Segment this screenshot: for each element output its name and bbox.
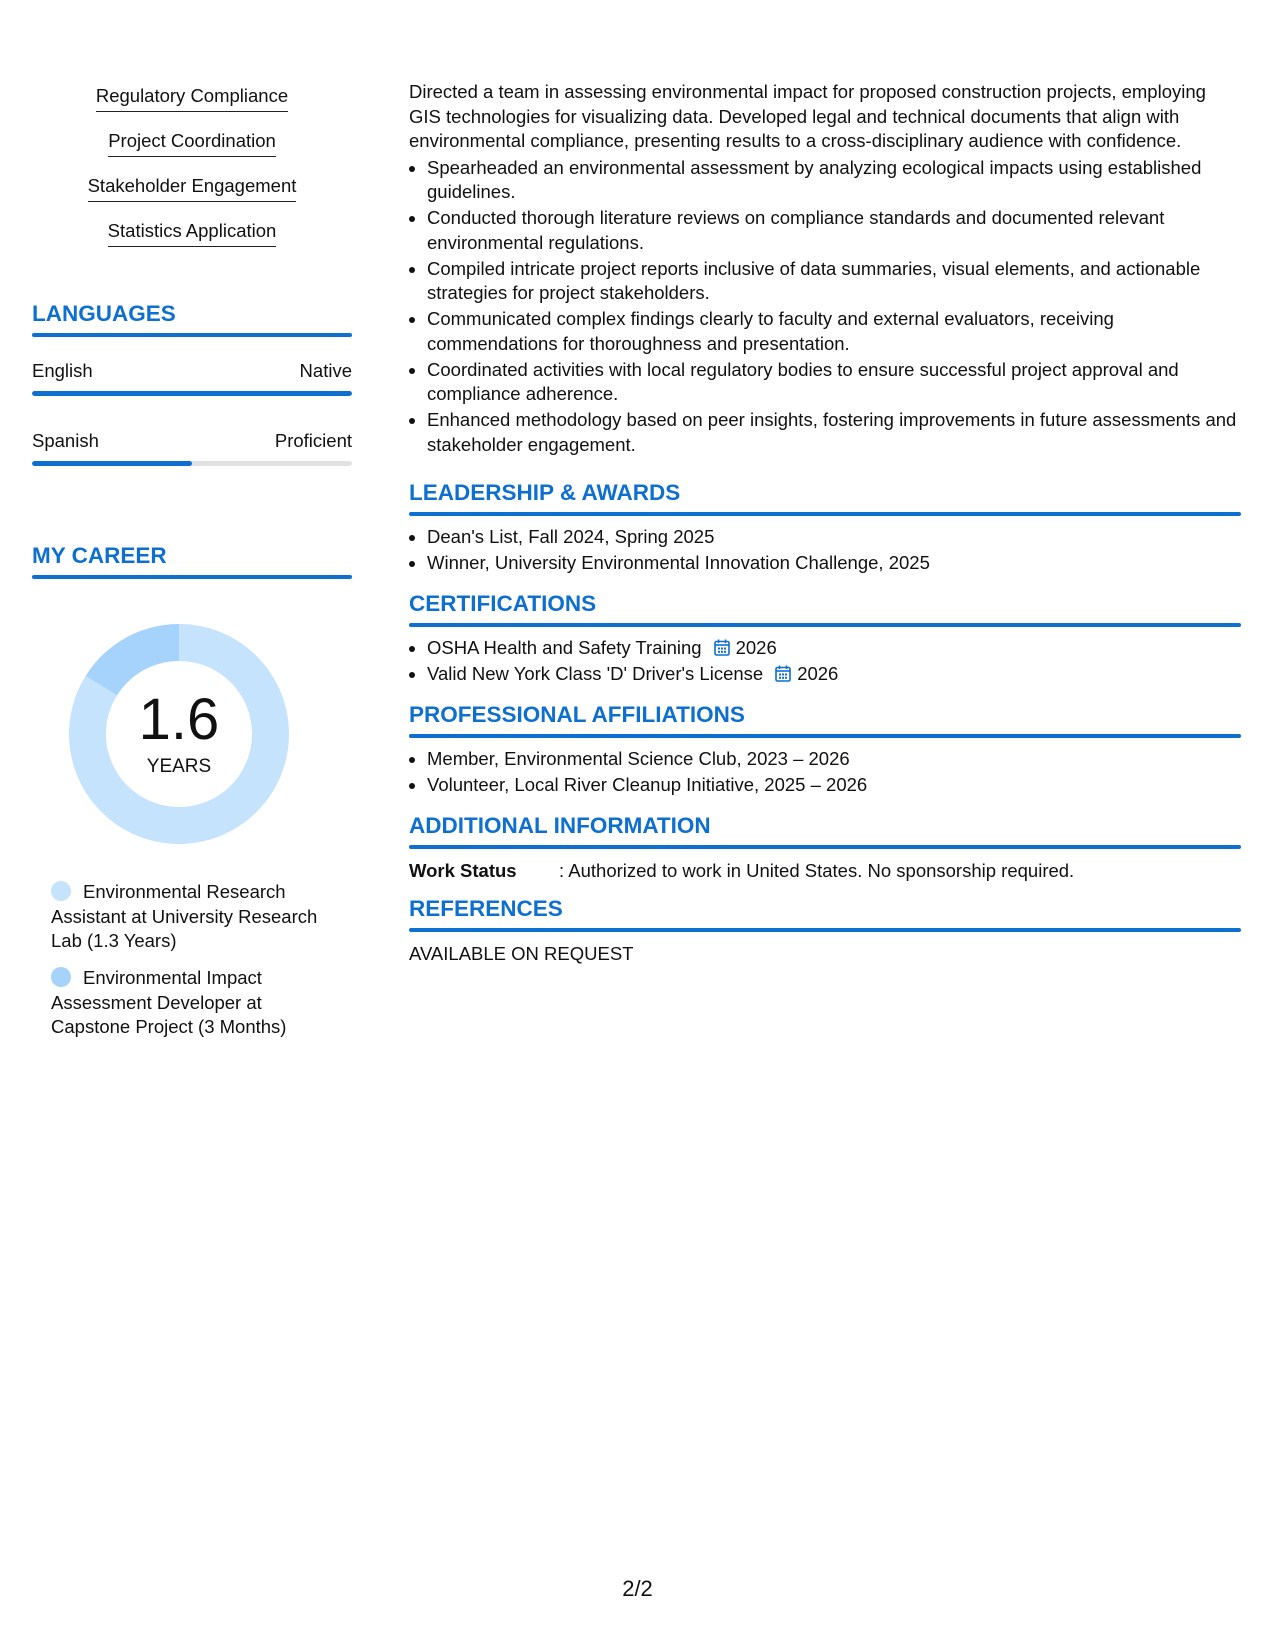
work-status-value: : Authorized to work in United States. No sponsorship required. xyxy=(559,860,1075,881)
leadership-list xyxy=(409,525,1241,576)
certifications-section xyxy=(409,590,1241,688)
affiliations-section xyxy=(409,701,1241,799)
list-item: • Member, Environmental Science Club, 2023 – 2026 xyxy=(427,747,1241,772)
languages-title: LANGUAGES xyxy=(32,301,176,326)
career-legend-label: Environmental Impact Assessment Developer at Capstone Project (3 Months) xyxy=(51,967,287,1037)
language-bar xyxy=(32,461,352,466)
language-bar-fill xyxy=(32,461,192,466)
legend-dot-icon xyxy=(51,881,71,901)
donut-total-unit: YEARS xyxy=(146,756,212,777)
section-rule xyxy=(32,333,352,337)
certification-year: 2026 xyxy=(797,663,839,684)
additional-info-section xyxy=(409,812,1241,883)
references-text: AVAILABLE ON REQUEST xyxy=(409,943,634,964)
affiliations-list xyxy=(409,747,1241,798)
certification-name: Valid New York Class 'D' Driver's License xyxy=(427,663,764,684)
list-item: • Compiled intricate project reports inclusive of data summaries, visual elements, and actionable strategies for project stakeholders. xyxy=(427,257,1241,306)
career-donut-chart xyxy=(65,620,293,848)
language-name: Spanish xyxy=(32,430,99,451)
career-section xyxy=(32,542,352,579)
experience-intro: Directed a team in assessing environmental impact for proposed construction projects, employing GIS technologies for visualizing data. Developed legal and technical documents that align with environmental compliance, presenting results to a cross-disciplinary audience with confidence. xyxy=(409,81,1206,151)
language-level: Native xyxy=(299,360,352,381)
skill-item: Regulatory Compliance xyxy=(96,84,288,112)
list-item: • Volunteer, Local River Cleanup Initiative, 2025 – 2026 xyxy=(427,773,1241,798)
calendar-icon xyxy=(775,665,791,682)
legend-dot-icon xyxy=(51,967,71,987)
language-item-english xyxy=(32,359,352,396)
section-rule xyxy=(409,623,1241,627)
section-rule xyxy=(409,845,1241,849)
skills-list xyxy=(32,84,352,264)
certification-year: 2026 xyxy=(735,637,777,658)
section-rule xyxy=(32,575,352,579)
list-item xyxy=(427,636,1241,661)
career-title: MY CAREER xyxy=(32,543,167,568)
list-item: • Dean's List, Fall 2024, Spring 2025 xyxy=(427,525,1241,550)
certification-name: OSHA Health and Safety Training xyxy=(427,637,702,658)
leadership-section xyxy=(409,479,1241,577)
skill-item: Project Coordination xyxy=(108,129,276,157)
references-title: REFERENCES xyxy=(409,896,563,921)
list-item: • Coordinated activities with local regulatory bodies to ensure successful project approval and compliance adherence. xyxy=(427,358,1241,407)
additional-info-title: ADDITIONAL INFORMATION xyxy=(409,813,711,838)
list-item: • Conducted thorough literature reviews on compliance standards and documented relevant environmental regulations. xyxy=(427,206,1241,255)
list-item: • Spearheaded an environmental assessment by analyzing ecological impacts using established guidelines. xyxy=(427,156,1241,205)
references-section xyxy=(409,895,1241,966)
certifications-list xyxy=(409,636,1241,687)
experience-bullets xyxy=(409,156,1241,458)
language-name: English xyxy=(32,360,93,381)
section-rule xyxy=(409,928,1241,932)
section-rule xyxy=(409,734,1241,738)
language-bar xyxy=(32,391,352,396)
list-item: • Winner, University Environmental Innovation Challenge, 2025 xyxy=(427,551,1241,576)
languages-section xyxy=(32,300,352,466)
career-legend-item xyxy=(51,966,341,1040)
work-status-row xyxy=(409,859,1241,883)
certifications-title: CERTIFICATIONS xyxy=(409,591,597,616)
list-item: • Enhanced methodology based on peer insights, fostering improvements in future assessments and stakeholder engagement. xyxy=(427,408,1241,457)
list-item xyxy=(427,662,1241,687)
language-bar-fill xyxy=(32,391,352,396)
section-rule xyxy=(409,512,1241,516)
affiliations-title: PROFESSIONAL AFFILIATIONS xyxy=(409,702,745,727)
language-level: Proficient xyxy=(274,430,352,451)
leadership-title: LEADERSHIP & AWARDS xyxy=(409,480,681,505)
page-number: 2/2 xyxy=(622,1576,653,1601)
calendar-icon xyxy=(714,639,730,656)
donut-center xyxy=(65,620,293,848)
work-status-label: Work Status xyxy=(409,860,517,881)
experience-section xyxy=(409,80,1241,459)
donut-total-value: 1.6 xyxy=(138,687,220,752)
language-item-spanish xyxy=(32,429,352,466)
list-item: • Communicated complex findings clearly to faculty and external evaluators, receiving commendations for thoroughness and presentation. xyxy=(427,307,1241,356)
skill-item: Stakeholder Engagement xyxy=(88,174,297,202)
skill-item: Statistics Application xyxy=(108,219,277,247)
career-legend-item xyxy=(51,880,341,954)
career-legend-label: Environmental Research Assistant at University Research Lab (1.3 Years) xyxy=(51,881,318,951)
